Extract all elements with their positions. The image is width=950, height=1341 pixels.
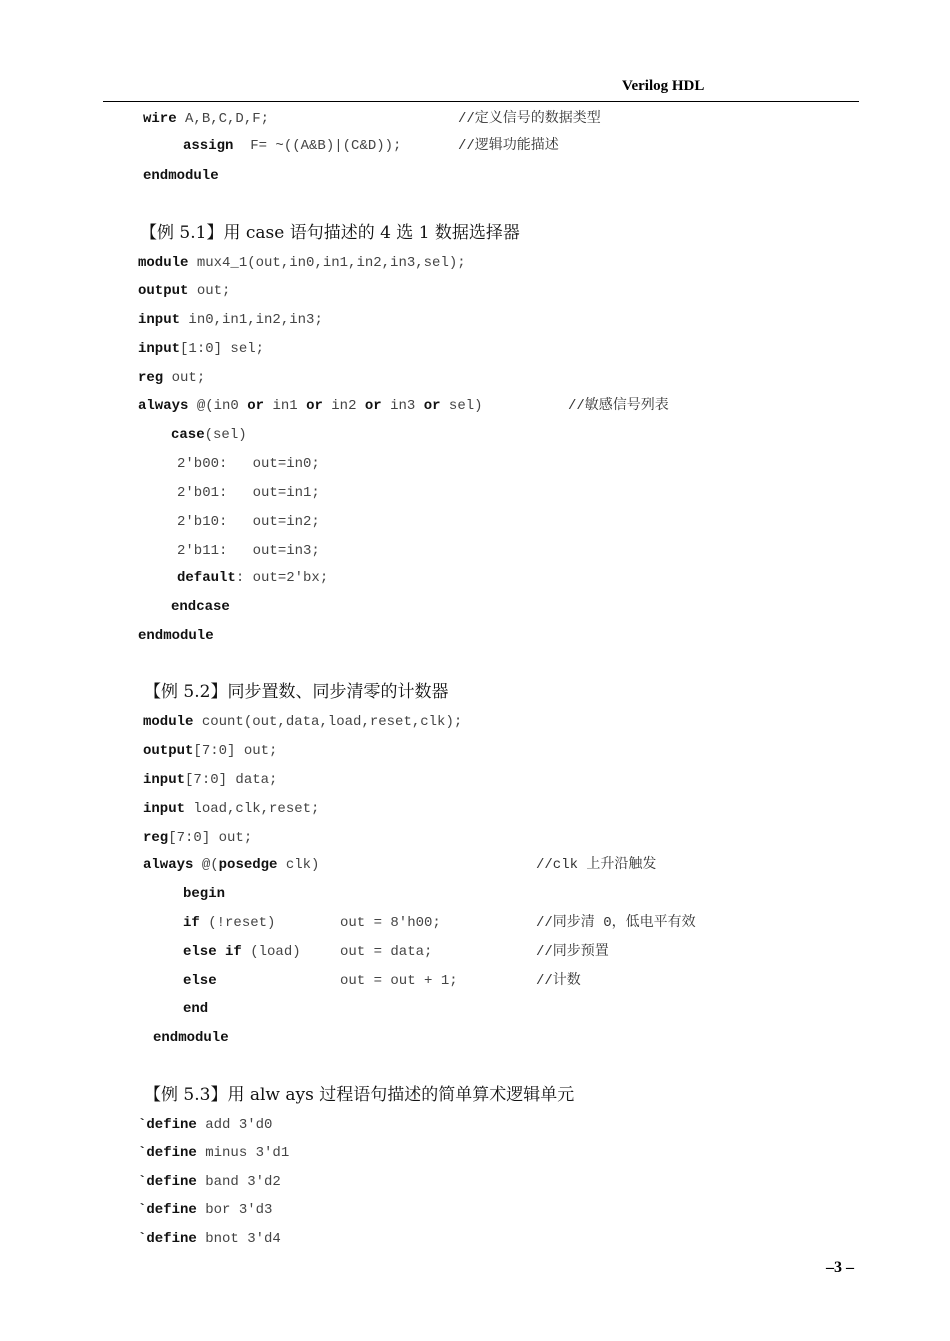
code-comment: //逻辑功能描述	[458, 138, 559, 154]
code-line: assign F= ~((A&B)|(C&D));	[183, 138, 402, 154]
code-line: module mux4_1(out,in0,in1,in2,in3,sel);	[138, 255, 466, 271]
code-comment: //同步清 0，低电平有效	[536, 915, 696, 931]
code-line: output[7:0] out;	[143, 743, 278, 759]
code-line: input[7:0] data;	[143, 772, 278, 788]
code-line: end	[183, 1001, 209, 1017]
code-line: 2'b10: out=in2;	[177, 514, 320, 530]
code-line: 2'b11: out=in3;	[177, 543, 320, 559]
code-line: case(sel)	[171, 427, 247, 443]
code-statement: out = 8'h00;	[340, 915, 441, 931]
code-line: output out;	[138, 283, 231, 299]
code-line: if (!reset)	[183, 915, 276, 931]
code-line: 2'b00: out=in0;	[177, 456, 320, 472]
code-line: endcase	[171, 599, 230, 615]
example-title-5-2: 【例 5.2】同步置数、同步清零的计数器	[144, 682, 449, 702]
code-line: reg out;	[138, 370, 206, 386]
code-line: always @(posedge clk)	[143, 857, 320, 873]
code-line: input load,clk,reset;	[143, 801, 320, 817]
code-line: else	[183, 973, 217, 989]
code-comment: //定义信号的数据类型	[458, 111, 601, 127]
code-line: reg[7:0] out;	[143, 830, 253, 846]
code-line: `define bnot 3'd4	[138, 1231, 281, 1247]
code-line: default: out=2'bx;	[177, 570, 329, 586]
code-line: endmodule	[153, 1030, 229, 1046]
code-line: `define minus 3'd1	[138, 1145, 290, 1161]
code-line: `define bor 3'd3	[138, 1202, 273, 1218]
code-line: endmodule	[143, 168, 219, 184]
code-line: begin	[183, 886, 226, 902]
code-line: 2'b01: out=in1;	[177, 485, 320, 501]
code-statement: out = out + 1;	[340, 973, 458, 989]
code-comment: //计数	[536, 973, 581, 989]
code-line: always @(in0 or in1 or in2 or in3 or sel)	[138, 398, 483, 414]
example-title-5-3: 【例 5.3】用 alw ays 过程语句描述的简单算术逻辑单元	[144, 1085, 575, 1105]
code-line: else if (load)	[183, 944, 301, 960]
code-comment: //clk 上升沿触发	[536, 857, 657, 873]
code-line: `define add 3'd0	[138, 1117, 273, 1133]
page-number: –3 –	[826, 1259, 854, 1276]
code-line: wire A,B,C,D,F;	[143, 111, 270, 127]
code-line: input[1:0] sel;	[138, 341, 265, 357]
code-line: endmodule	[138, 628, 214, 644]
header-title: Verilog HDL	[622, 78, 705, 94]
code-line: `define band 3'd2	[138, 1174, 281, 1190]
example-title-5-1: 【例 5.1】用 case 语句描述的 4 选 1 数据选择器	[140, 223, 520, 243]
code-statement: out = data;	[340, 944, 433, 960]
header-rule	[103, 101, 859, 102]
code-comment: //敏感信号列表	[568, 398, 669, 414]
code-comment: //同步预置	[536, 944, 609, 960]
code-line: module count(out,data,load,reset,clk);	[143, 714, 463, 730]
code-line: input in0,in1,in2,in3;	[138, 312, 323, 328]
